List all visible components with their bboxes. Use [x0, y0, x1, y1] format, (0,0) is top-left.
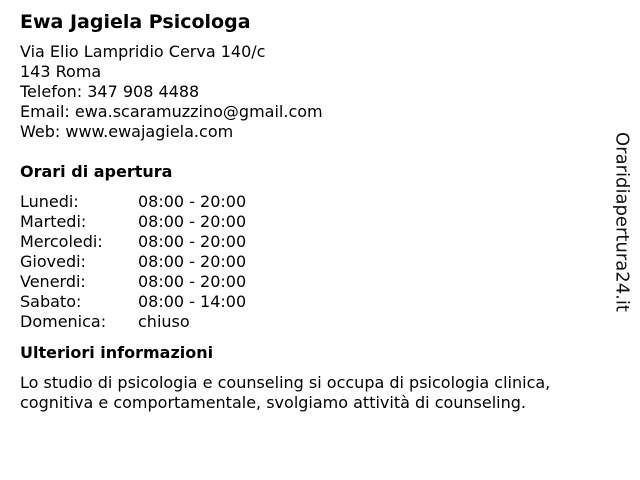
email-row	[20, 102, 605, 122]
hours-day: Giovedi:	[20, 252, 86, 271]
hours-row-martedi	[20, 212, 605, 232]
hours-time: chiuso	[138, 312, 190, 331]
hours-day: Lunedi:	[20, 192, 79, 211]
info-heading: Ulteriori informazioni	[20, 343, 214, 362]
hours-row-lunedi	[20, 192, 605, 212]
phone-label: Telefon:	[20, 82, 83, 101]
web-label: Web:	[20, 122, 61, 141]
hours-day: Venerdi:	[20, 272, 86, 291]
web-link[interactable]: www.ewajagiela.com	[65, 122, 234, 141]
phone-row	[20, 82, 605, 102]
hours-day: Martedi:	[20, 212, 87, 231]
hours-heading: Orari di apertura	[20, 162, 173, 181]
hours-time: 08:00 - 20:00	[138, 272, 247, 291]
business-card	[20, 10, 605, 413]
hours-day: Mercoledi:	[20, 232, 103, 251]
hours-row-domenica	[20, 312, 605, 332]
business-name: Ewa Jagiela Psicologa	[20, 11, 251, 33]
hours-day: Sabato:	[20, 292, 82, 311]
hours-time: 08:00 - 20:00	[138, 212, 247, 231]
hours-time: 08:00 - 20:00	[138, 232, 247, 251]
hours-row-mercoledi	[20, 232, 605, 252]
hours-time: 08:00 - 14:00	[138, 292, 247, 311]
info-text: Lo studio di psicologia e counseling si occupa di psicologia clinica, cognitiva e comportamentale, svolgiamo attività di counseling.	[20, 373, 551, 412]
hours-table	[20, 192, 605, 332]
hours-time: 08:00 - 20:00	[138, 192, 247, 211]
web-row	[20, 122, 605, 142]
hours-time: 08:00 - 20:00	[138, 252, 247, 271]
email-label: Email:	[20, 102, 70, 121]
hours-row-giovedi	[20, 252, 605, 272]
address-line1: Via Elio Lampridio Cerva 140/c	[20, 42, 266, 61]
phone-number[interactable]: 347 908 4488	[87, 82, 200, 101]
hours-day: Domenica:	[20, 312, 107, 331]
watermark-text: Oraridiapertura24.it	[611, 132, 633, 312]
email-link[interactable]: ewa.scaramuzzino@gmail.com	[74, 102, 323, 121]
address-line2: 143 Roma	[20, 62, 102, 81]
hours-row-sabato	[20, 292, 605, 312]
hours-row-venerdi	[20, 272, 605, 292]
